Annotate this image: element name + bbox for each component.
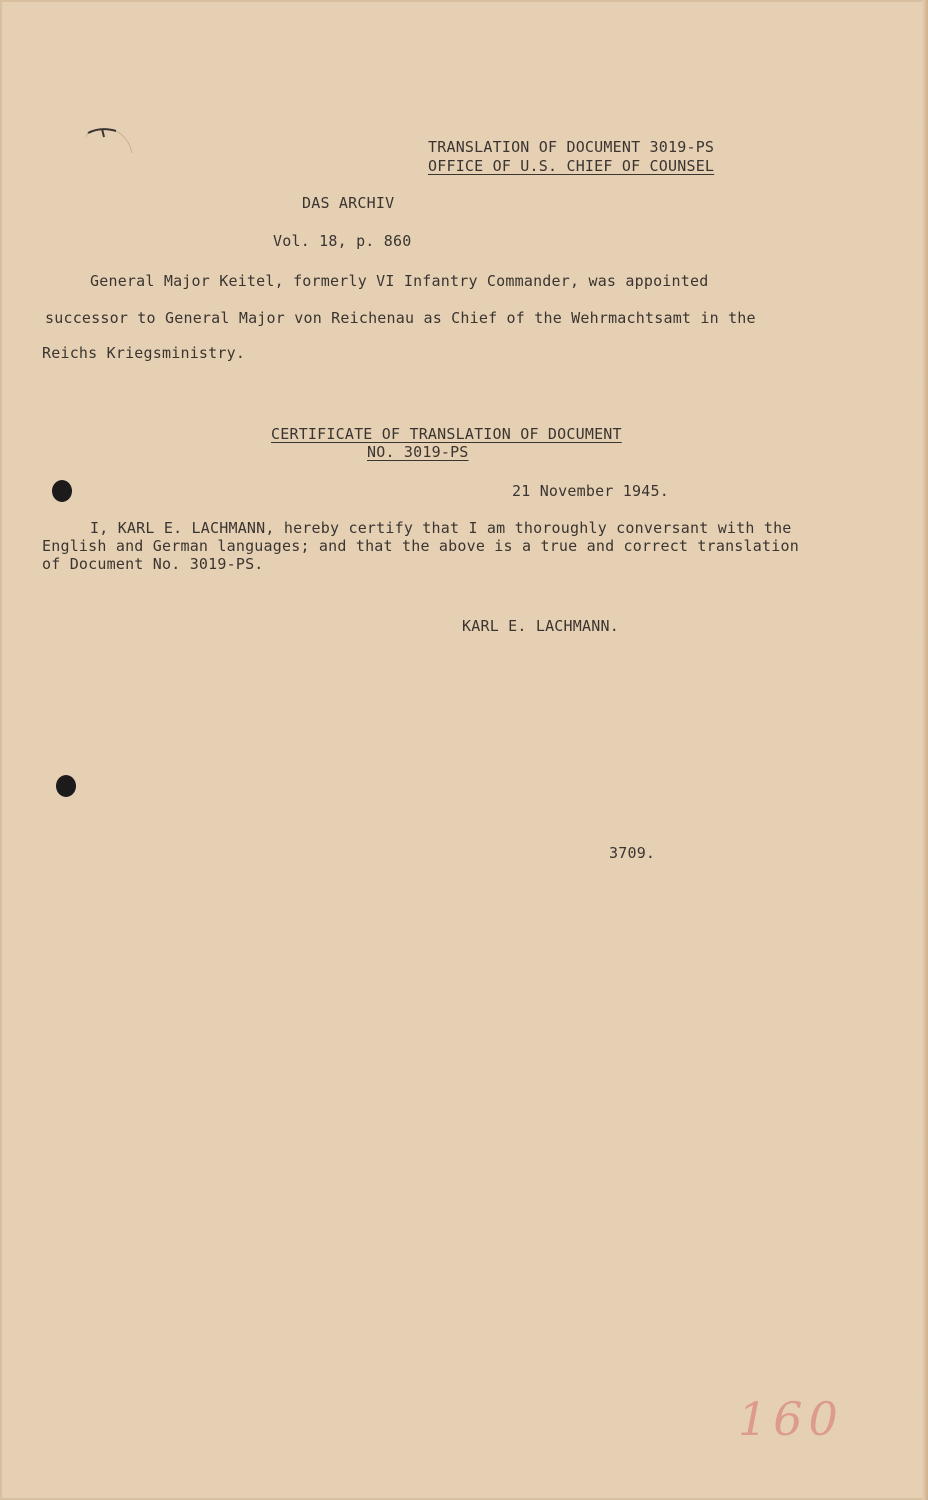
page-number: 3709.	[609, 844, 656, 862]
body-line-1: General Major Keitel, formerly VI Infantry Commander, was appointed	[90, 272, 709, 290]
punch-hole-bottom	[56, 775, 76, 797]
certificate-date: 21 November 1945.	[512, 482, 669, 500]
body-line-2: successor to General Major von Reichenau as Chief of the Wehrmachtsamt in the	[45, 309, 756, 327]
body-line-3: Reichs Kriegsministry.	[42, 344, 246, 362]
pencil-mark-icon	[86, 125, 136, 155]
header-title: TRANSLATION OF DOCUMENT 3019-PS	[428, 138, 715, 156]
punch-hole-top	[52, 480, 72, 502]
statement-line-3: of Document No. 3019-PS.	[42, 555, 264, 573]
translator-signature: KARL E. LACHMANN.	[462, 617, 619, 635]
source-title: DAS ARCHIV	[302, 194, 395, 212]
page-edge-shadow	[922, 0, 928, 1500]
certificate-heading: CERTIFICATE OF TRANSLATION OF DOCUMENT	[271, 425, 622, 443]
certificate-doc-number: NO. 3019-PS	[367, 443, 469, 461]
source-reference: Vol. 18, p. 860	[273, 232, 412, 250]
folio-number: 160	[738, 1392, 844, 1446]
statement-line-2: English and German languages; and that the above is a true and correct translation	[42, 537, 799, 555]
statement-line-1: I, KARL E. LACHMANN, hereby certify that I am thoroughly conversant with the	[90, 519, 792, 537]
header-office: OFFICE OF U.S. CHIEF OF COUNSEL	[428, 157, 715, 175]
